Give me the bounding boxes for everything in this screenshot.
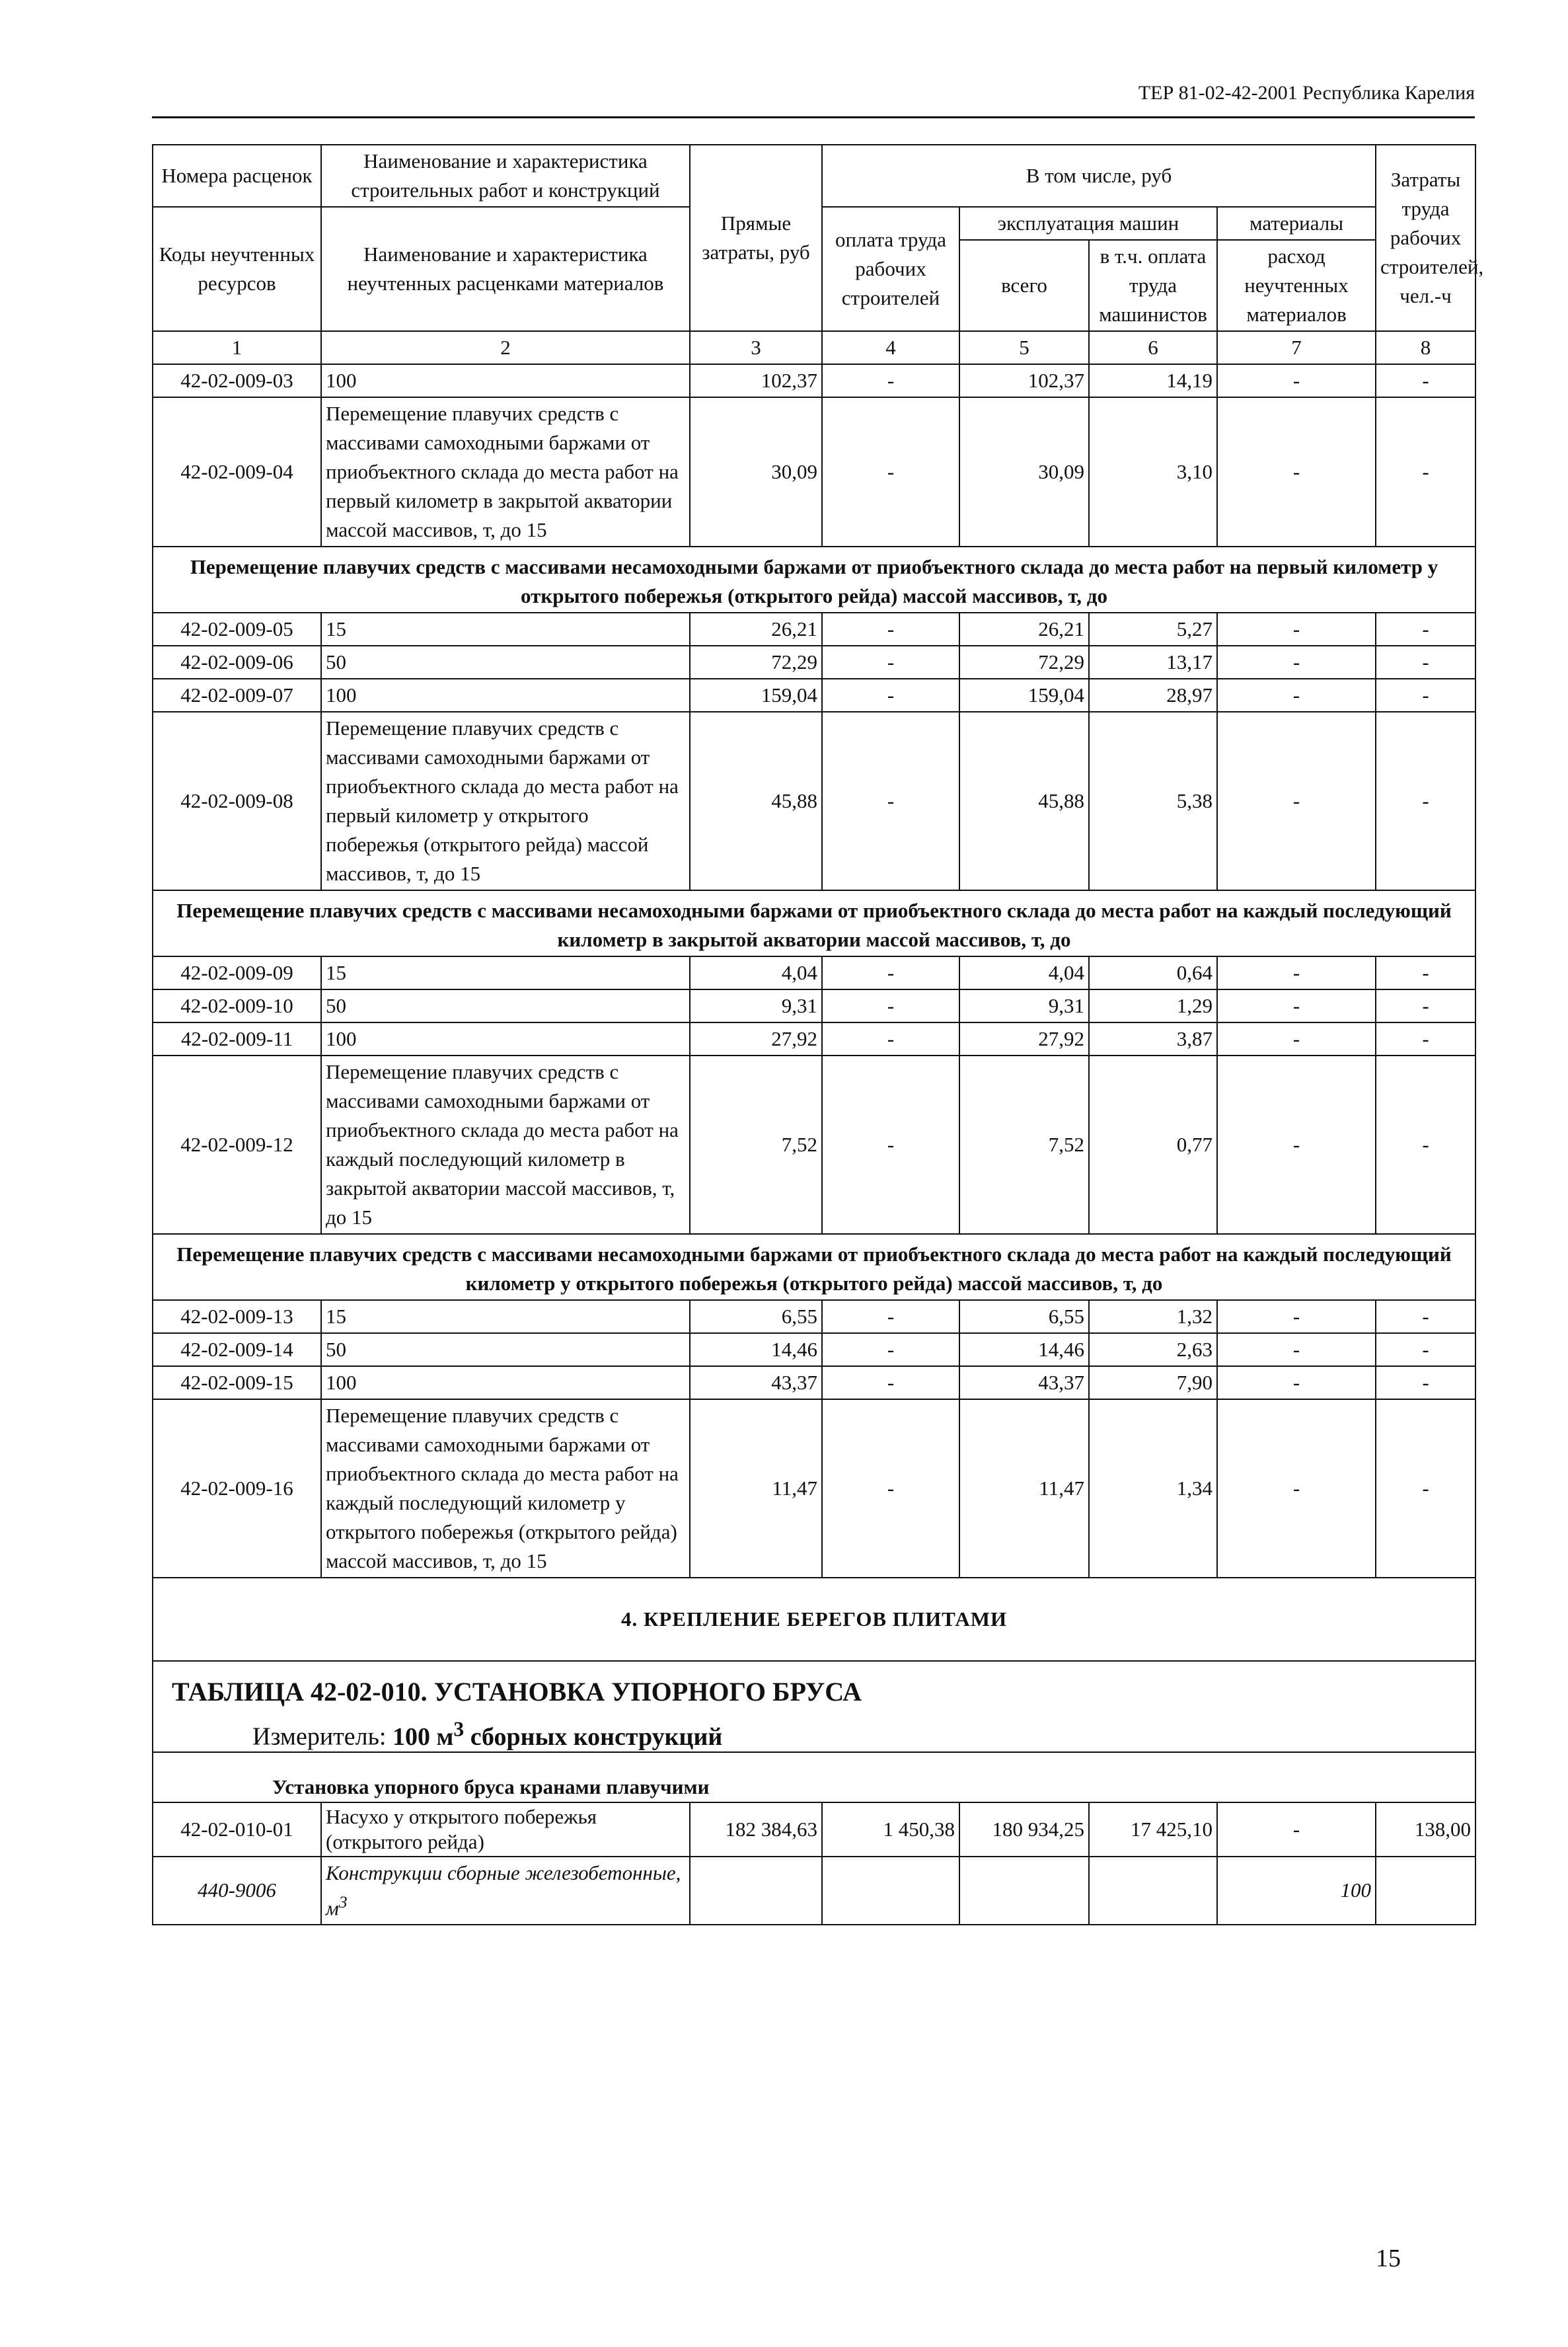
row-machines: 27,92 bbox=[959, 1022, 1089, 1056]
measure-value: 100 $м^3$ сборных конструкций bbox=[392, 1717, 723, 1751]
header-row-1 bbox=[153, 145, 1475, 207]
row-labor: 138,00 bbox=[1376, 1802, 1475, 1857]
group-title-row bbox=[153, 1234, 1475, 1300]
row-name: 100 bbox=[321, 1366, 690, 1399]
row-machines: 14,46 bbox=[959, 1333, 1089, 1366]
row-materials: - bbox=[1217, 956, 1376, 989]
row-materials: - bbox=[1217, 1022, 1376, 1056]
measure-label: Измеритель: bbox=[252, 1722, 387, 1751]
group-title: Перемещение плавучих средств с массивами несамоходными баржами от приобъектного склада до места работ на каждый последующий километр у открытого побережья (открытого рейда) массой массивов, т, до bbox=[153, 1234, 1475, 1300]
group-title: Перемещение плавучих средств с массивами несамоходными баржами от приобъектного склада до места работ на каждый последующий километр в закрытой акватории массой массивов, т, до bbox=[153, 890, 1475, 956]
row-materials: - bbox=[1217, 1802, 1376, 1857]
table-title-row bbox=[153, 1661, 1475, 1752]
price-table bbox=[152, 144, 1484, 1925]
column-numbers-row bbox=[153, 331, 1475, 364]
row-wage: - bbox=[822, 1366, 959, 1399]
col-materials: материалы bbox=[1217, 207, 1376, 240]
row-labor: - bbox=[1376, 364, 1475, 397]
row-machines-wage: 0,77 bbox=[1089, 1056, 1217, 1234]
row-materials: - bbox=[1217, 1300, 1376, 1333]
row-name: Перемещение плавучих средств с массивами самоходными баржами от приобъектного склада до места работ на первый километр в закрытой акватории массой массивов, т, до 15 bbox=[321, 397, 690, 547]
row-code: 42-02-009-13 bbox=[153, 1300, 321, 1333]
row-wage: - bbox=[822, 1056, 959, 1234]
row-labor: - bbox=[1376, 1022, 1475, 1056]
row-materials: - bbox=[1217, 1366, 1376, 1399]
row-direct: 4,04 bbox=[690, 956, 822, 989]
table-row bbox=[153, 1056, 1475, 1234]
row-direct: 30,09 bbox=[690, 397, 822, 547]
row-machines: 4,04 bbox=[959, 956, 1089, 989]
row-machines-wage: 13,17 bbox=[1089, 646, 1217, 679]
col-number: 1 bbox=[153, 331, 321, 364]
row-name: 50 bbox=[321, 989, 690, 1022]
page-header bbox=[152, 78, 1475, 118]
row-machines-wage: 3,10 bbox=[1089, 397, 1217, 547]
row-wage: - bbox=[822, 1022, 959, 1056]
row-wage: - bbox=[822, 989, 959, 1022]
row-materials: - bbox=[1217, 646, 1376, 679]
resource-name: Конструкции сборные железобетонные, $м^3$ bbox=[321, 1857, 690, 1925]
col-direct: Прямые затраты, руб bbox=[690, 145, 822, 331]
resource-qty: 100 bbox=[1217, 1857, 1376, 1925]
row-materials: - bbox=[1217, 1333, 1376, 1366]
row-materials: - bbox=[1217, 712, 1376, 890]
row-machines-wage: 28,97 bbox=[1089, 679, 1217, 712]
row-machines-wage: 5,38 bbox=[1089, 712, 1217, 890]
row-machines-wage: 17 425,10 bbox=[1089, 1802, 1217, 1857]
col-number: 4 bbox=[822, 331, 959, 364]
row-name: Перемещение плавучих средств с массивами самоходными баржами от приобъектного склада до места работ на каждый последующий километр у открытого побережья (открытого рейда) массой массивов, т, до 15 bbox=[321, 1399, 690, 1578]
row-name: Насухо у открытого побережья (открытого рейда) bbox=[321, 1802, 690, 1857]
row-materials: - bbox=[1217, 989, 1376, 1022]
row-wage: - bbox=[822, 1300, 959, 1333]
col-materials-unaccounted: расход неучтенных материалов bbox=[1217, 240, 1376, 331]
row-wage: - bbox=[822, 679, 959, 712]
group-title: Перемещение плавучих средств с массивами несамоходными баржами от приобъектного склада до места работ на первый километр у открытого побережья (открытого рейда) массой массивов, т, до bbox=[153, 547, 1475, 613]
row-direct: 11,47 bbox=[690, 1399, 822, 1578]
table-row bbox=[153, 646, 1475, 679]
col-number: 8 bbox=[1376, 331, 1475, 364]
row-direct: 43,37 bbox=[690, 1366, 822, 1399]
row-labor: - bbox=[1376, 712, 1475, 890]
row-wage: - bbox=[822, 364, 959, 397]
table-row bbox=[153, 956, 1475, 989]
table-row bbox=[153, 712, 1475, 890]
row-machines: 26,21 bbox=[959, 613, 1089, 646]
table-row bbox=[153, 1022, 1475, 1056]
row-direct: 72,29 bbox=[690, 646, 822, 679]
group-title-row bbox=[153, 547, 1475, 613]
row-labor: - bbox=[1376, 1300, 1475, 1333]
table-row bbox=[153, 1300, 1475, 1333]
row-code: 42-02-009-11 bbox=[153, 1022, 321, 1056]
row-machines: 45,88 bbox=[959, 712, 1089, 890]
row-direct: 26,21 bbox=[690, 613, 822, 646]
section-title: 4. КРЕПЛЕНИЕ БЕРЕГОВ ПЛИТАМИ bbox=[153, 1578, 1475, 1661]
row-name: Перемещение плавучих средств с массивами самоходными баржами от приобъектного склада до места работ на каждый последующий километр в закрытой акватории массой массивов, т, до 15 bbox=[321, 1056, 690, 1234]
row-machines-wage: 3,87 bbox=[1089, 1022, 1217, 1056]
row-direct: 102,37 bbox=[690, 364, 822, 397]
subsection-title: Установка упорного бруса кранами плавучими bbox=[153, 1752, 1475, 1802]
col-machines-total: всего bbox=[959, 240, 1089, 331]
col-codes-top: Номера расценок bbox=[153, 145, 321, 207]
row-labor: - bbox=[1376, 613, 1475, 646]
row-machines: 159,04 bbox=[959, 679, 1089, 712]
row-code: 42-02-009-14 bbox=[153, 1333, 321, 1366]
row-code: 42-02-009-05 bbox=[153, 613, 321, 646]
row-name: 100 bbox=[321, 364, 690, 397]
row-direct: 45,88 bbox=[690, 712, 822, 890]
row-direct: 6,55 bbox=[690, 1300, 822, 1333]
row-labor: - bbox=[1376, 1366, 1475, 1399]
col-number: 2 bbox=[321, 331, 690, 364]
row-direct: 27,92 bbox=[690, 1022, 822, 1056]
row-direct: 9,31 bbox=[690, 989, 822, 1022]
row-name: 50 bbox=[321, 646, 690, 679]
row-materials: - bbox=[1217, 1056, 1376, 1234]
row-labor: - bbox=[1376, 1333, 1475, 1366]
row-wage: - bbox=[822, 646, 959, 679]
row-materials: - bbox=[1217, 364, 1376, 397]
col-name-top: Наименование и характеристика строительных работ и конструкций bbox=[321, 145, 690, 207]
row-machines-wage: 2,63 bbox=[1089, 1333, 1217, 1366]
table-row bbox=[153, 1366, 1475, 1399]
row-name: 15 bbox=[321, 1300, 690, 1333]
row-machines: 9,31 bbox=[959, 989, 1089, 1022]
row-code: 42-02-009-08 bbox=[153, 712, 321, 890]
row-direct: 7,52 bbox=[690, 1056, 822, 1234]
row-labor: - bbox=[1376, 1056, 1475, 1234]
col-number: 7 bbox=[1217, 331, 1376, 364]
row-code: 42-02-009-16 bbox=[153, 1399, 321, 1578]
row-machines: 6,55 bbox=[959, 1300, 1089, 1333]
row-code: 42-02-009-12 bbox=[153, 1056, 321, 1234]
row-wage: - bbox=[822, 1399, 959, 1578]
col-name-bottom: Наименование и характеристика неучтенных расценками материалов bbox=[321, 207, 690, 331]
row-name: 50 bbox=[321, 1333, 690, 1366]
table-row bbox=[153, 1399, 1475, 1578]
table-row bbox=[153, 1333, 1475, 1366]
row-machines-wage: 7,90 bbox=[1089, 1366, 1217, 1399]
col-machines-wage: в т.ч. оплата труда машинистов bbox=[1089, 240, 1217, 331]
row-code: 42-02-009-03 bbox=[153, 364, 321, 397]
row-machines: 180 934,25 bbox=[959, 1802, 1089, 1857]
row-direct: 14,46 bbox=[690, 1333, 822, 1366]
row-machines: 7,52 bbox=[959, 1056, 1089, 1234]
row-name: 100 bbox=[321, 1022, 690, 1056]
table-row bbox=[153, 397, 1475, 547]
row-machines-wage: 14,19 bbox=[1089, 364, 1217, 397]
col-codes-bottom: Коды неучтенных ресурсов bbox=[153, 207, 321, 331]
row-machines: 72,29 bbox=[959, 646, 1089, 679]
measure-unit bbox=[153, 1711, 1475, 1751]
table-row bbox=[153, 1802, 1475, 1857]
row-code: 42-02-009-04 bbox=[153, 397, 321, 547]
row-name: Перемещение плавучих средств с массивами самоходными баржами от приобъектного склада до места работ на первый километр у открытого побережья (открытого рейда) массой массивов, т, до 15 bbox=[321, 712, 690, 890]
row-code: 42-02-009-06 bbox=[153, 646, 321, 679]
col-incl: В том числе, руб bbox=[822, 145, 1376, 207]
table-title: ТАБЛИЦА 42-02-010. УСТАНОВКА УПОРНОГО БРУСА bbox=[172, 1677, 862, 1707]
table-row bbox=[153, 613, 1475, 646]
document-reference: ТЕР 81-02-42-2001 Республика Карелия bbox=[1138, 82, 1475, 104]
row-labor: - bbox=[1376, 679, 1475, 712]
row-machines-wage: 1,32 bbox=[1089, 1300, 1217, 1333]
row-machines: 102,37 bbox=[959, 364, 1089, 397]
row-wage: - bbox=[822, 956, 959, 989]
col-number: 6 bbox=[1089, 331, 1217, 364]
row-materials: - bbox=[1217, 1399, 1376, 1578]
row-name: 100 bbox=[321, 679, 690, 712]
row-labor: - bbox=[1376, 1399, 1475, 1578]
row-labor: - bbox=[1376, 956, 1475, 989]
col-number: 3 bbox=[690, 331, 822, 364]
page-number: 15 bbox=[1376, 2245, 1401, 2272]
row-wage: 1 450,38 bbox=[822, 1802, 959, 1857]
col-number: 5 bbox=[959, 331, 1089, 364]
row-code: 42-02-009-15 bbox=[153, 1366, 321, 1399]
row-wage: - bbox=[822, 613, 959, 646]
col-labor: Затраты труда рабочих строителей, чел.-ч bbox=[1376, 145, 1475, 331]
row-machines-wage: 5,27 bbox=[1089, 613, 1217, 646]
row-materials: - bbox=[1217, 397, 1376, 547]
table-row bbox=[153, 364, 1475, 397]
row-code: 42-02-009-09 bbox=[153, 956, 321, 989]
resource-code: 440-9006 bbox=[153, 1857, 321, 1925]
row-machines: 11,47 bbox=[959, 1399, 1089, 1578]
col-machines: эксплуатация машин bbox=[959, 207, 1217, 240]
col-wage: оплата труда рабочих строителей bbox=[822, 207, 959, 331]
row-wage: - bbox=[822, 712, 959, 890]
row-code: 42-02-009-07 bbox=[153, 679, 321, 712]
subsection-row bbox=[153, 1752, 1475, 1802]
row-wage: - bbox=[822, 1333, 959, 1366]
row-code: 42-02-009-10 bbox=[153, 989, 321, 1022]
row-materials: - bbox=[1217, 613, 1376, 646]
row-machines: 43,37 bbox=[959, 1366, 1089, 1399]
row-labor: - bbox=[1376, 989, 1475, 1022]
row-labor: - bbox=[1376, 646, 1475, 679]
row-code: 42-02-010-01 bbox=[153, 1802, 321, 1857]
row-name: 15 bbox=[321, 956, 690, 989]
row-wage: - bbox=[822, 397, 959, 547]
table-row bbox=[153, 989, 1475, 1022]
row-direct: 159,04 bbox=[690, 679, 822, 712]
row-machines: 30,09 bbox=[959, 397, 1089, 547]
section-title-row bbox=[153, 1578, 1475, 1661]
row-machines-wage: 1,29 bbox=[1089, 989, 1217, 1022]
group-title-row bbox=[153, 890, 1475, 956]
resource-row bbox=[153, 1857, 1475, 1925]
row-direct: 182 384,63 bbox=[690, 1802, 822, 1857]
row-machines-wage: 0,64 bbox=[1089, 956, 1217, 989]
row-materials: - bbox=[1217, 679, 1376, 712]
row-name: 15 bbox=[321, 613, 690, 646]
row-labor: - bbox=[1376, 397, 1475, 547]
table-row bbox=[153, 679, 1475, 712]
row-machines-wage: 1,34 bbox=[1089, 1399, 1217, 1578]
